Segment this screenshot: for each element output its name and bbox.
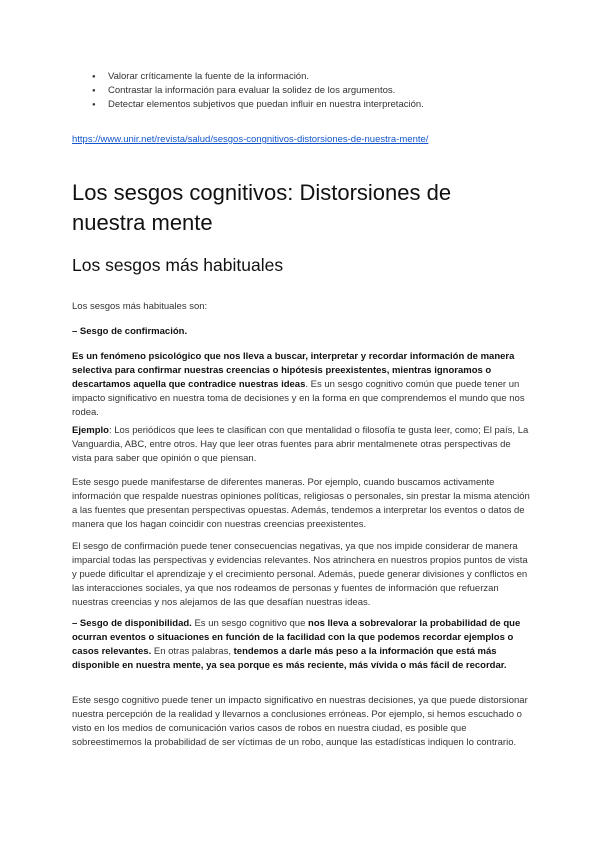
confirmation-paragraph-3: Este sesgo puede manifestarse de diferentes maneras. Por ejemplo, cuando buscamos activamente información que respalde nuestras opiniones políticas, religiosas o personales, sin prestar la misma atención a las fuentes que presentan perspectivas opuestas. Además, tendemos a interpretar los eventos o datos de manera que los hagan coincidir con nuestras creencias preexistentes.: [72, 477, 530, 530]
availability-paragraph: [72, 617, 532, 673]
availability-bold-2: tendemos a darle más peso a la información que está más disponible en nuestra mente, ya sea porque es más reciente, más vívida o más fácil de recordar.: [72, 646, 507, 671]
confirmation-definition-rest: . Es un sesgo cognitivo común que puede tener un impacto significativo en nuestra toma de decisiones y en la forma en que comprendemos el mundo que nos rodea.: [72, 379, 525, 418]
availability-text-1: Es un sesgo cognitivo que: [191, 618, 309, 629]
source-link[interactable]: https://www.unir.net/revista/salud/sesgos-congnitivos-distorsiones-de-nuestra-mente/: [72, 134, 429, 145]
bullet-item: ● Contrastar la información para evaluar la solidez de los argumentos.: [92, 84, 424, 98]
confirmation-example: [72, 424, 532, 466]
availability-paragraph-2: Este sesgo cognitivo puede tener un impacto significativo en nuestras decisiones, ya que puede distorsionar nuestra percepción de la realidad y llevarnos a conclusiones erróneas. Por ejemplo, si hemos escuchado o visto en los medios de comunicación varios casos de robos en nuestra ciudad, es posible que sobreestimemos la probabilidad de ser víctimas de un robo, aunque las estadísticas indiquen lo contrario.: [72, 695, 528, 748]
bullet-item: ● Valorar críticamente la fuente de la información.: [92, 70, 424, 84]
page-title: Los sesgos cognitivos: Distorsiones de nuestra mente: [72, 180, 452, 235]
example-text: : Los periódicos que lees te clasifican con que mentalidad o filosofía te gusta leer, como; El país, La Vanguardia, ABC, entre otros. Hay que leer otras fuentes para abrir mentalmenete otras perspectivas de vista para saber que opinión o que piensan.: [72, 425, 529, 464]
confirmation-definition: [72, 350, 532, 420]
confirmation-definition-bold: Es un fenómeno psicológico que nos lleva a buscar, interpretar y recordar información de manera selectiva para confirmar nuestras creencias o hipótesis preexistentes, mientras ignoramos o descartamos aquella que contradice nuestras ideas: [72, 351, 515, 390]
confirmation-heading: – Sesgo de confirmación.: [72, 326, 188, 337]
availability-bold-1: nos lleva a sobrevalorar la probabilidad de que ocurran eventos o situaciones en función de la facilidad con la que podemos recordar ejemplos o casos relevantes.: [72, 618, 521, 657]
bullet-item: ● Detectar elementos subjetivos que puedan influir en nuestra interpretación.: [92, 98, 424, 112]
confirmation-paragraph-4: El sesgo de confirmación puede tener consecuencias negativas, ya que nos impide considerar de manera imparcial todas las perspectivas y evidencias relevantes. Nos atrinchera en nuestros propios puntos de vista y puede dificultar el aprendizaje y el crecimiento personal. Además, puede generar divisiones y conflictos en las interacciones sociales, ya que nos rodeamos de personas y fuentes de información que refuerzan nuestras creencias y nos alejamos de las que desafían nuestras ideas.: [72, 541, 528, 608]
section-title: Los sesgos más habituales: [72, 255, 284, 275]
availability-text-2: En otras palabras,: [151, 646, 234, 657]
example-label: Ejemplo: [72, 425, 109, 436]
intro-paragraph: Los sesgos más habituales son:: [72, 301, 208, 312]
availability-heading: – Sesgo de disponibilidad.: [72, 618, 192, 629]
bullet-list: [92, 70, 424, 112]
